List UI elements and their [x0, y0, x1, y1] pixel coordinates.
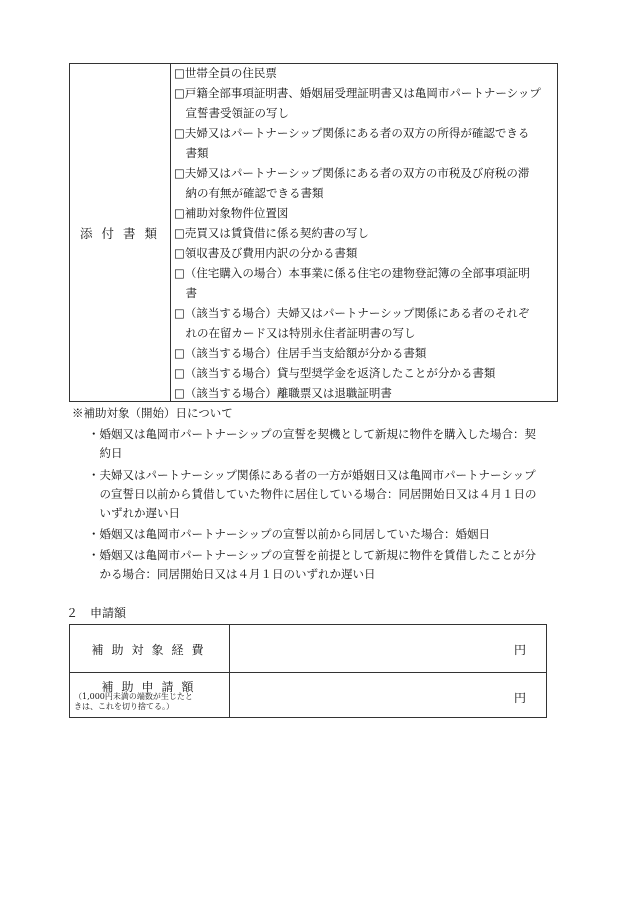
attachment-item: □戸籍全部事項証明書、婚姻届受理証明書又は亀岡市パートナーシップ [174, 86, 541, 100]
note-line: ・夫婦又はパートナーシップ関係にある者の一方が婚姻日又は亀岡市パートナーシップ [88, 468, 536, 482]
notes-heading: ※補助対象（開始）日について [72, 406, 233, 420]
attachment-item-cont: 書 [174, 286, 197, 300]
note-line: いずれか遅い日 [88, 506, 180, 520]
note-line: の宣誓日以前から賃借していた物件に居住している場合：同居開始日又は４月１日の [88, 487, 537, 501]
row-divider [70, 672, 546, 673]
note-line: ・婚姻又は亀岡市パートナーシップの宣誓以前から同居していた場合：婚姻日 [88, 527, 491, 541]
attachment-item: □（該当する場合）夫婦又はパートナーシップ関係にある者のそれぞ [174, 306, 530, 320]
note-line: 約日 [88, 446, 123, 460]
column-divider [229, 625, 230, 717]
attachment-item: □（該当する場合）離職票又は退職証明書 [174, 386, 392, 400]
application-amount-label: 補助申請額 [101, 680, 202, 694]
attachment-item: □（該当する場合）貸与型奨学金を返済したことが分かる書類 [174, 366, 496, 380]
note-line: ・婚姻又は亀岡市パートナーシップの宣誓を契機として新規に物件を購入した場合：契 [88, 427, 537, 441]
attachment-item: □売買又は賃貸借に係る契約書の写し [174, 226, 369, 240]
subsidy-cost-label: 補助対象経費 [91, 643, 212, 657]
amount-table [69, 624, 547, 718]
rounding-note-line1: （1,000円未満の端数が生じたと [74, 692, 193, 701]
attachment-item: □夫婦又はパートナーシップ関係にある者の双方の所得が確認できる [174, 126, 530, 140]
note-line: かる場合：同居開始日又は４月１日のいずれか遅い日 [88, 567, 376, 581]
attachment-item: □世帯全員の住民票 [174, 66, 277, 80]
attachments-label: 添付書類 [79, 226, 166, 241]
note-line: ・婚姻又は亀岡市パートナーシップの宣誓を前提として新規に物件を賃借したことが分 [88, 548, 537, 562]
attachment-item-cont: 書類 [174, 146, 209, 160]
attachment-item: □（該当する場合）住居手当支給額が分かる書類 [174, 346, 427, 360]
attachment-item-cont: 納の有無が確認できる書類 [174, 186, 324, 200]
subsidy-cost-unit: 円 [513, 643, 526, 657]
attachment-item: □補助対象物件位置図 [174, 206, 289, 220]
attachment-item: □領収書及び費用内訳の分かる書類 [174, 246, 358, 260]
attachment-item: □夫婦又はパートナーシップ関係にある者の双方の市税及び府税の滞 [174, 166, 530, 180]
attachment-item-cont: れの在留カード又は特別永住者証明書の写し [174, 326, 416, 340]
attachment-item-cont: 宣誓書受領証の写し [174, 106, 289, 120]
application-amount-unit: 円 [513, 691, 526, 705]
rounding-note-line2: きは、これを切り捨てる。） [74, 702, 174, 711]
attachment-item: □（住宅購入の場合）本事業に係る住宅の建物登記簿の全部事項証明 [174, 266, 530, 280]
section-title: ２ 申請額 [66, 606, 127, 620]
table-divider [170, 64, 171, 401]
